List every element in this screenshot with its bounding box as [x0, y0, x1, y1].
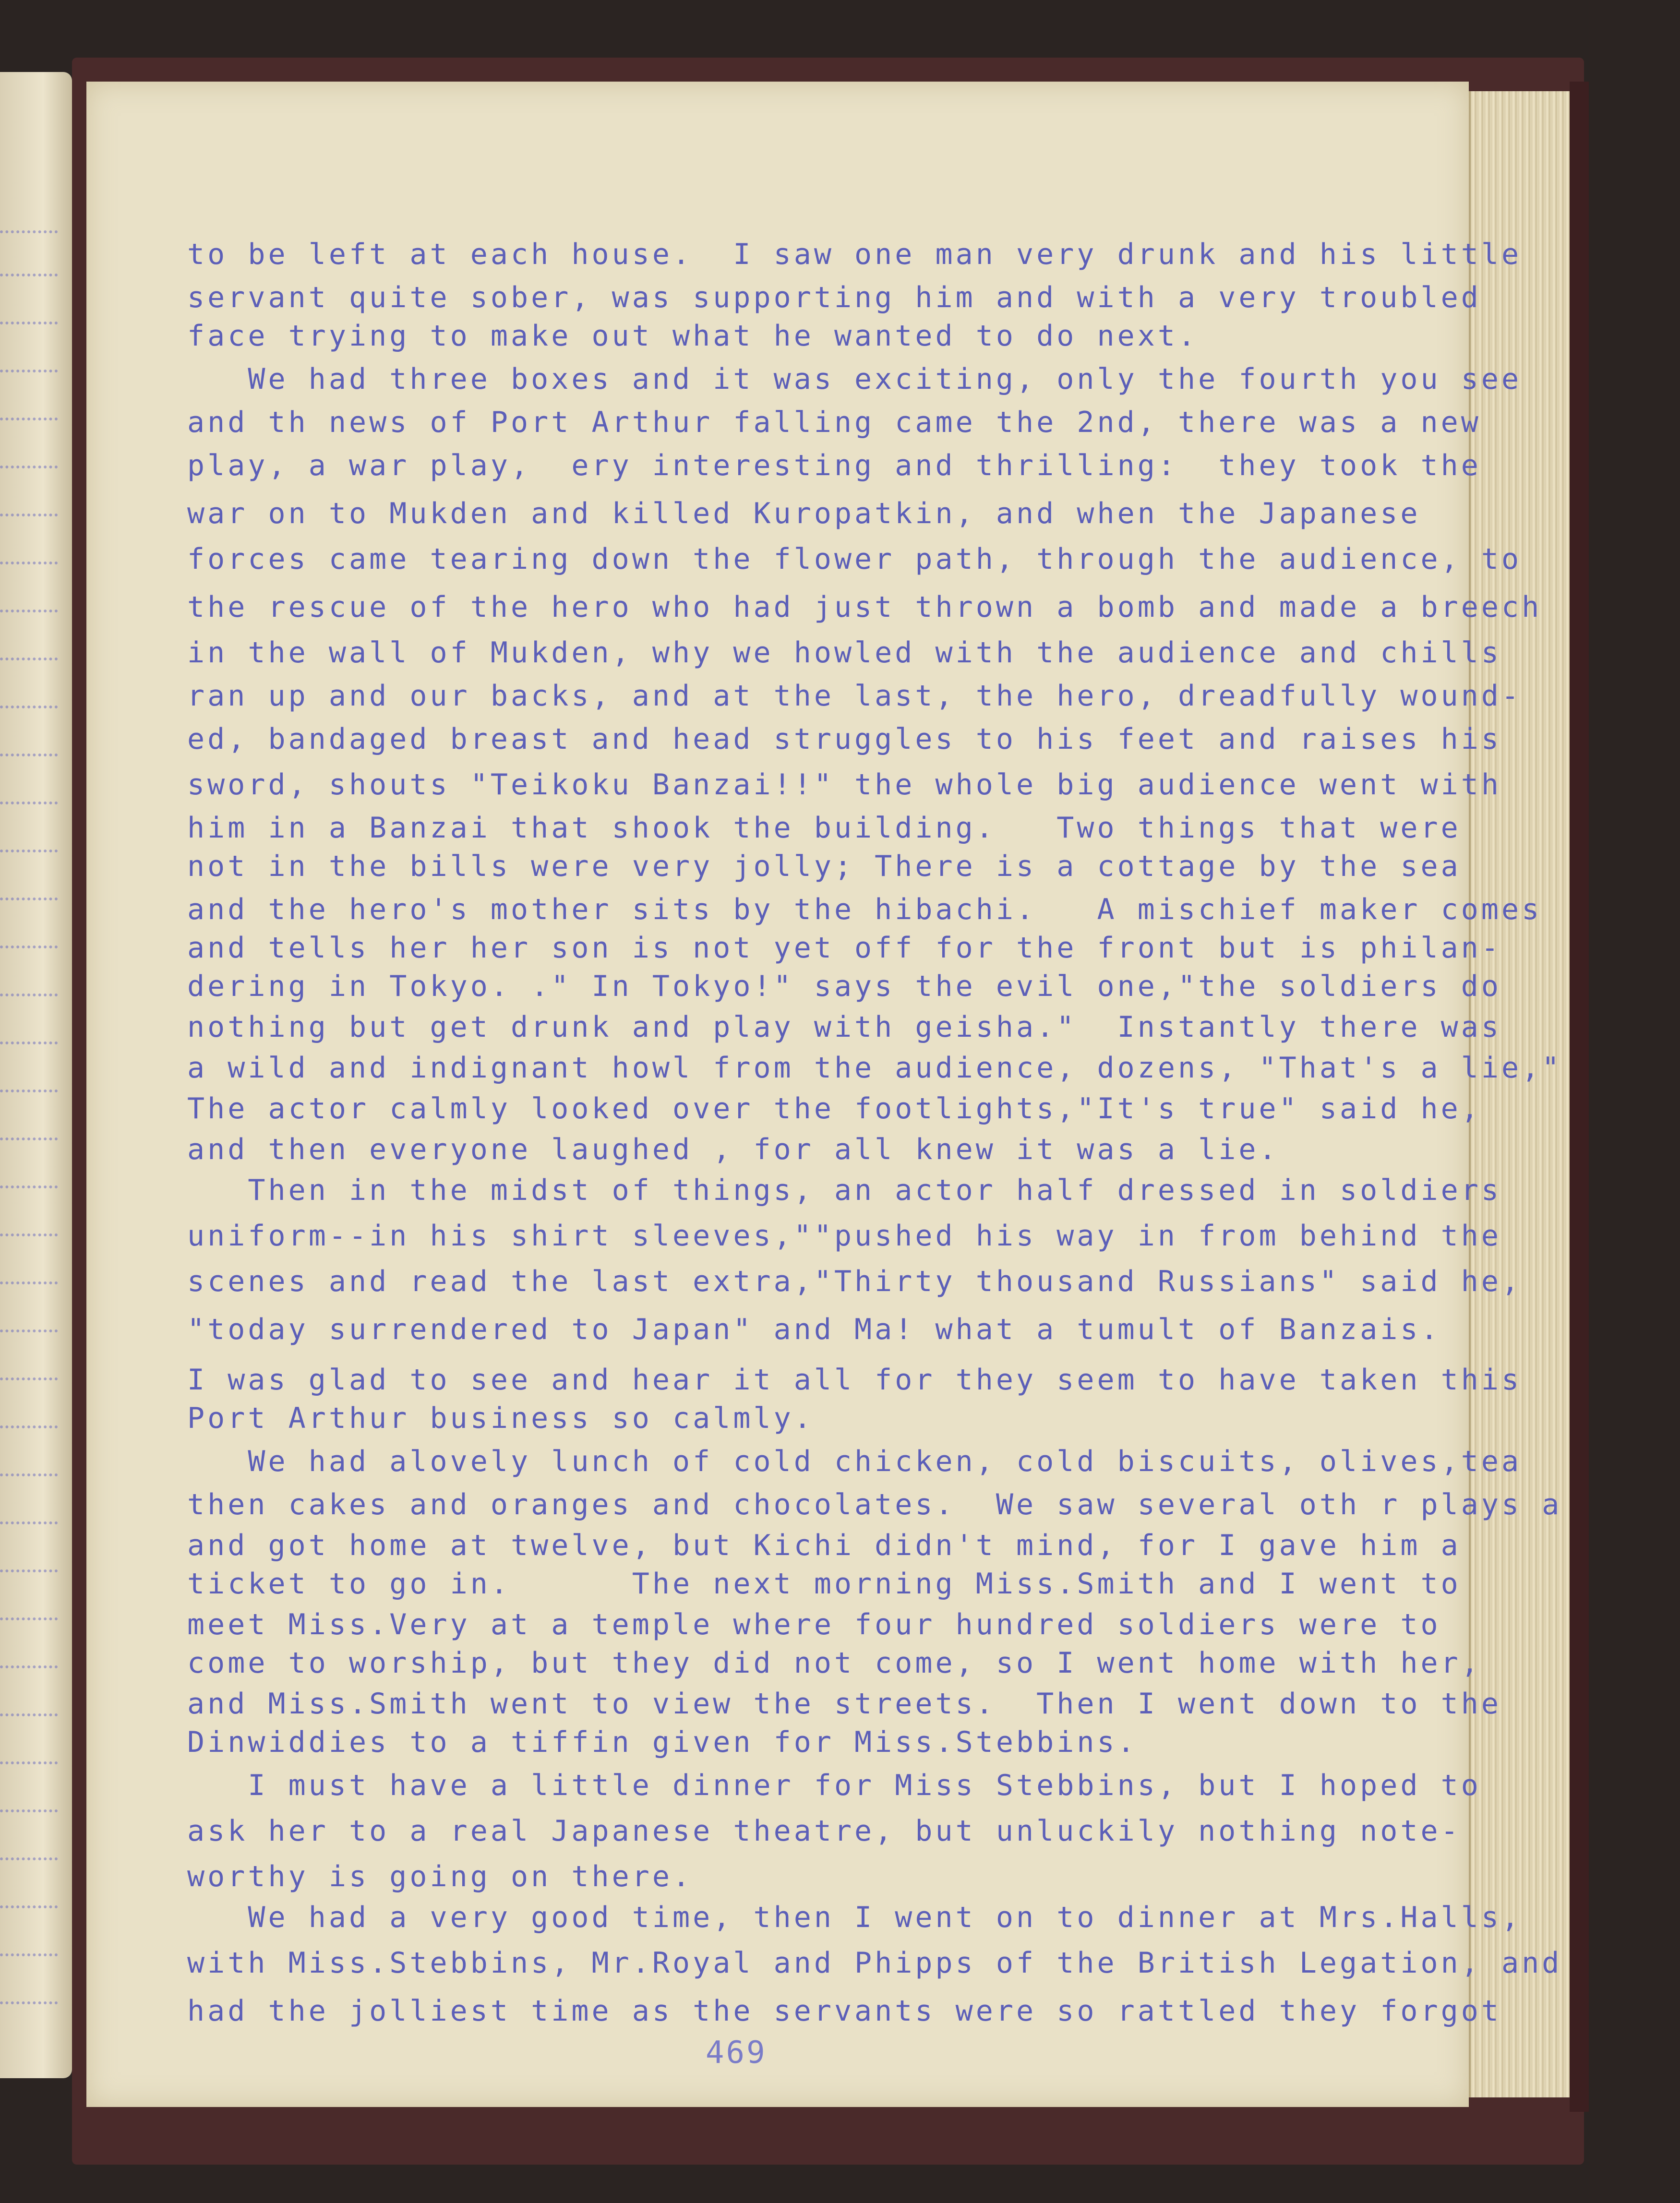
text-line: worthy is going on there.: [187, 1860, 693, 1893]
text-line: ran up and our backs, and at the last, the hero, dreadfully wound-: [187, 679, 1522, 713]
text-line: come to worship, but they did not come, so I went home with her,: [187, 1646, 1481, 1680]
text-line: "today surrendered to Japan" and Ma! what a tumult of Banzais.: [187, 1313, 1441, 1346]
text-line: sword, shouts "Teikoku Banzai!!" the whole big audience went with: [187, 768, 1501, 802]
cover-edge: [1570, 82, 1589, 2112]
text-line: then cakes and oranges and chocolates. We saw several oth r plays a: [187, 1488, 1562, 1521]
left-page-edge: [0, 72, 72, 2078]
text-line: meet Miss.Very at a temple where four hundred soldiers were to: [187, 1608, 1441, 1641]
text-line: Port Arthur business so calmly.: [187, 1401, 814, 1435]
text-line: and tells her her son is not yet off for the front but is philan-: [187, 931, 1501, 965]
text-line: scenes and read the last extra,"Thirty thousand Russians" said he,: [187, 1265, 1522, 1298]
text-line: We had alovely lunch of cold chicken, cold biscuits, olives,tea: [187, 1445, 1522, 1478]
text-line: him in a Banzai that shook the building. Two things that were: [187, 811, 1461, 845]
text-line: ticket to go in. The next morning Miss.Smith and I went to: [187, 1567, 1461, 1601]
text-line: not in the bills were very jolly; There is a cottage by the sea: [187, 850, 1461, 883]
text-line: I must have a little dinner for Miss Stebbins, but I hoped to: [187, 1769, 1481, 1802]
text-line: We had three boxes and it was exciting, only the fourth you see: [187, 362, 1522, 396]
text-line: Then in the midst of things, an actor half dressed in soldiers: [187, 1173, 1501, 1207]
text-line: We had a very good time, then I went on to dinner at Mrs.Halls,: [187, 1901, 1522, 1934]
text-line: to be left at each house. I saw one man very drunk and his little: [187, 238, 1522, 271]
text-line: forces came tearing down the flower path, through the audience, to: [187, 542, 1522, 576]
text-line: servant quite sober, was supporting him and with a very troubled: [187, 281, 1481, 314]
text-line: ed, bandaged breast and head struggles to his feet and raises his: [187, 722, 1501, 756]
text-line: and the hero's mother sits by the hibachi. A mischief maker comes: [187, 893, 1542, 926]
text-line: dering in Tokyo. ." In Tokyo!" says the evil one,"the soldiers do: [187, 970, 1501, 1003]
text-line: in the wall of Mukden, why we howled with the audience and chills: [187, 636, 1501, 670]
text-line: and th news of Port Arthur falling came the 2nd, there was a new: [187, 406, 1481, 439]
text-line: and then everyone laughed , for all knew it was a lie.: [187, 1133, 1279, 1166]
text-line: a wild and indignant howl from the audience, dozens, "That's a lie,": [187, 1051, 1562, 1085]
text-line: nothing but get drunk and play with geisha." Instantly there was: [187, 1010, 1501, 1044]
text-line: Dinwiddies to a tiffin given for Miss.Stebbins.: [187, 1725, 1138, 1759]
text-line: uniform--in his shirt sleeves,""pushed his way in from behind the: [187, 1219, 1501, 1253]
text-line: with Miss.Stebbins, Mr.Royal and Phipps of the British Legation, and: [187, 1946, 1562, 1980]
text-line: war on to Mukden and killed Kuropatkin, and when the Japanese: [187, 497, 1421, 530]
text-line: and Miss.Smith went to view the streets. Then I went down to the: [187, 1687, 1501, 1721]
text-line: the rescue of the hero who had just thrown a bomb and made a breech: [187, 590, 1542, 624]
text-line: I was glad to see and hear it all for they seem to have taken this: [187, 1363, 1522, 1397]
text-line: had the jolliest time as the servants were so rattled they forgot: [187, 1994, 1501, 2028]
text-line: and got home at twelve, but Kichi didn't mind, for I gave him a: [187, 1529, 1461, 1562]
text-line: play, a war play, ery interesting and thrilling: they took the: [187, 449, 1481, 482]
text-line: ask her to a real Japanese theatre, but unluckily nothing note-: [187, 1814, 1461, 1848]
text-line: face trying to make out what he wanted to do next.: [187, 319, 1199, 353]
page-number: 469: [706, 2035, 767, 2071]
text-line: The actor calmly looked over the footlights,"It's true" said he,: [187, 1092, 1481, 1125]
